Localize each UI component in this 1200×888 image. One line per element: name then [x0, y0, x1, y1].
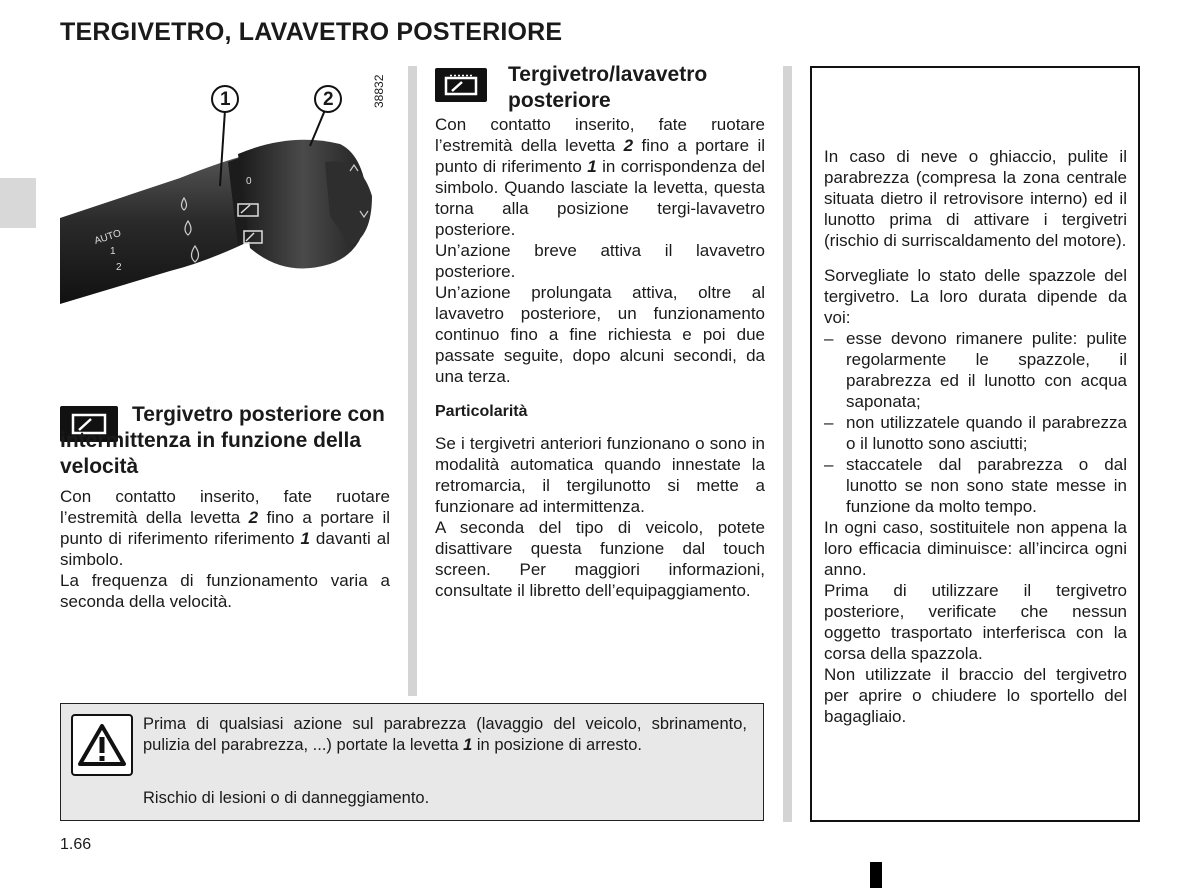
middle-paragraph-1: Con contatto inserito, fate ruotare l’estremità della levetta 2 fino a portare il punto di riferimento 1 in corrispondenza del simbolo. Quando lasciate la levetta, questa torna alla posizione tergi-lavavetro posteriore.	[435, 115, 766, 239]
list-item: – staccatele dal parabrezza o dal lunotto se non sono state messe in funzione da molto tempo.	[824, 454, 1127, 517]
lever-mark-1: 1	[110, 246, 116, 257]
middle-section-title: Tergivetro/lavavetro posteriore	[508, 63, 708, 112]
warning-risk-text: Rischio di lesioni o di danneggiamento.	[143, 789, 430, 807]
note-paragraph-3: In ogni caso, sostituitele non appena la loro efficacia diminuisce: all’incirca ogni anno.	[824, 518, 1127, 579]
callout-1-label: 1	[220, 89, 231, 110]
lever-mark-0: 0	[246, 176, 252, 187]
warning-triangle-icon	[71, 714, 133, 776]
particolarita-heading: Particolarità	[435, 403, 528, 420]
figure-id: 38832	[372, 74, 386, 108]
note-paragraph-5: Non utilizzate il braccio del tergivetro per aprire o chiudere lo sportello del bagagliaio.	[824, 665, 1127, 726]
section-tab	[0, 178, 36, 228]
list-item: – non utilizzatele quando il parabrezza o il lunotto sono asciutti;	[824, 412, 1127, 454]
note-paragraph-2: Sorvegliate lo stato delle spazzole del tergivetro. La loro durata dipende da voi:	[824, 266, 1127, 327]
warning-box	[60, 703, 764, 821]
left-section-title: Tergivetro posteriore con intermittenza in funzione della velocità	[60, 403, 385, 478]
column-divider-2	[783, 66, 792, 822]
rear-washer-icon	[435, 68, 487, 102]
list-item: – esse devono rimanere pulite: pulite regolarmente le spazzole, il parabrezza ed il lunotto con acqua saponata;	[824, 328, 1127, 412]
middle-paragraph-5: A seconda del tipo di veicolo, potete disattivare questa funzione dal touch screen. Per maggiori informazioni, consultate il libretto dell’equipaggiamento.	[435, 518, 765, 600]
page-number: 1.66	[60, 836, 92, 853]
callout-2-label: 2	[323, 89, 334, 110]
note-content	[824, 146, 1127, 727]
middle-paragraph-3: Un’azione prolungata attiva, oltre al lavavetro posteriore, un funzionamento continuo fino a fine richiesta e poi due passate seguite, dopo alcuni secondi, da una terza.	[435, 283, 765, 386]
middle-paragraph-2: Un’azione breve attiva il lavavetro posteriore.	[435, 241, 765, 281]
note-box	[810, 66, 1140, 822]
warning-text: Prima di qualsiasi azione sul parabrezza (lavaggio del veicolo, sbrinamento, pulizia del parabrezza, ...) portate la levetta 1 in posizione di arresto.	[143, 715, 747, 754]
page-title: TERGIVETRO, LAVAVETRO POSTERIORE	[60, 18, 563, 46]
middle-section-body	[435, 114, 765, 601]
lever-mark-2: 2	[116, 262, 122, 273]
wiper-stalk-figure	[60, 66, 395, 306]
lever-mark-auto: AUTO	[92, 228, 123, 247]
page-edge-marker	[870, 862, 882, 888]
note-paragraph-1: In caso di neve o ghiaccio, pulite il parabrezza (compresa la zona centrale situata dietro il retrovisore interno) ed il lunotto prima di attivare i tergivetri (rischio di surriscaldamento del motore).	[824, 147, 1127, 250]
column-divider-1	[408, 66, 417, 696]
left-section-text: Con contatto inserito, fate ruotare l’estremità della levetta 2 fino a portare il punto di riferimento riferimento 1 davanti al simbolo. La frequenza di funzionamento varia a seconda della velocità.	[60, 487, 391, 611]
note-paragraph-4: Prima di utilizzare il tergivetro posteriore, verificate che nessun oggetto trasportato interferisca con la corsa della spazzola.	[824, 581, 1127, 663]
middle-paragraph-4: Se i tergivetri anteriori funzionano o sono in modalità automatica quando innestate la retromarcia, il tergilunotto si mette a funzionare ad intermittenza.	[435, 434, 765, 516]
note-list	[824, 328, 1127, 517]
